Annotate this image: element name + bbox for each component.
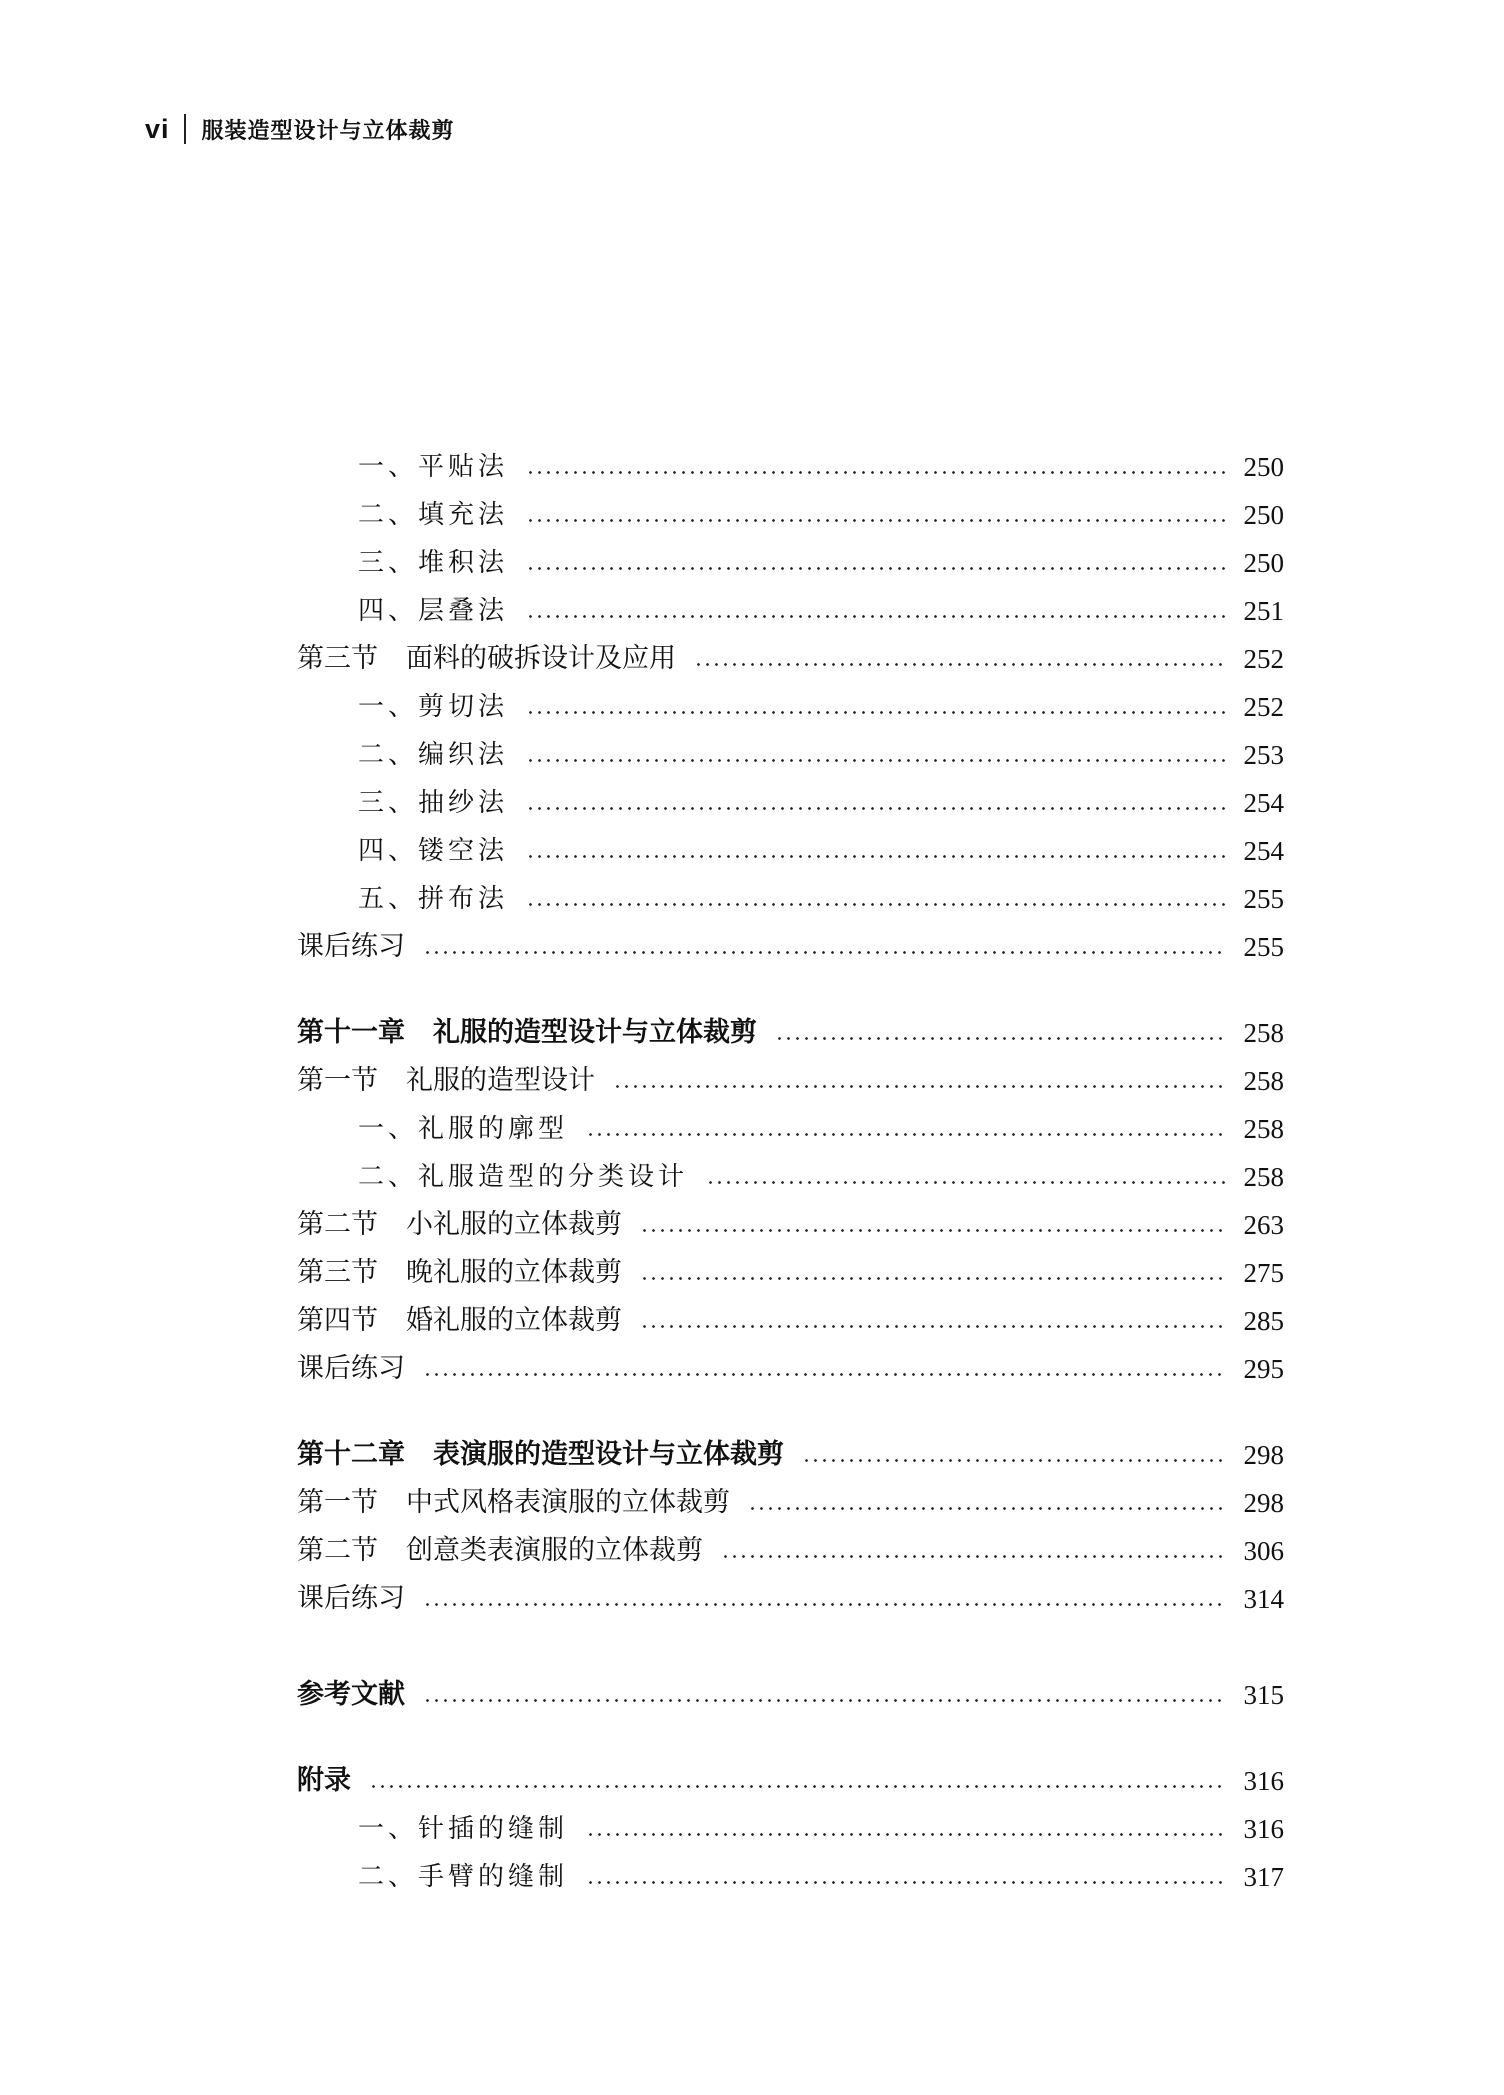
toc-entry-page: 317 [1243, 1862, 1284, 1892]
leader-dots [423, 1699, 1226, 1702]
toc-entry-page: 258 [1243, 1162, 1284, 1192]
toc-entry-page: 254 [1243, 836, 1284, 866]
leader-dots [423, 1373, 1226, 1376]
toc-entry-title: 二、填充法 [358, 500, 509, 530]
leader-dots [586, 1133, 1226, 1136]
leader-dots [748, 1507, 1226, 1510]
toc-entry-title: 附录 [297, 1765, 351, 1796]
toc-entry-title [297, 640, 694, 678]
toc-entry-section[interactable] [297, 1484, 1284, 1522]
leader-dots [526, 711, 1226, 714]
toc-entry-title [297, 1302, 640, 1340]
toc-entry[interactable] [358, 544, 1284, 582]
toc-entry-title: 课后练习 [297, 931, 405, 962]
section-title: 面料的破拆设计及应用 [406, 643, 676, 674]
leader-dots [526, 759, 1226, 762]
toc-entry-exercises[interactable] [297, 1580, 1284, 1618]
section-number: 第三节 [297, 1257, 378, 1288]
toc-entry-page: 253 [1243, 740, 1284, 770]
toc-entry-page: 250 [1243, 548, 1284, 578]
toc-entry[interactable] [358, 1110, 1284, 1148]
toc-entry-page: 285 [1243, 1306, 1284, 1336]
leader-dots [640, 1277, 1226, 1280]
toc-entry-page: 316 [1243, 1814, 1284, 1844]
toc-entry-title: 一、针插的缝制 [358, 1814, 569, 1844]
chapter-title: 表演服的造型设计与立体裁剪 [433, 1439, 784, 1470]
toc-entry[interactable] [358, 1158, 1284, 1196]
leader-dots [802, 1459, 1226, 1462]
section-number: 第一节 [297, 1487, 378, 1518]
leader-dots [526, 519, 1226, 522]
leader-dots [586, 1881, 1226, 1884]
toc-entry-page: 250 [1243, 452, 1284, 482]
section-title: 晚礼服的立体裁剪 [406, 1257, 622, 1288]
toc-entry-page: 316 [1243, 1766, 1284, 1796]
leader-dots [526, 855, 1226, 858]
toc-entry-title: 四、镂空法 [358, 836, 509, 866]
toc-entry-title: 课后练习 [297, 1583, 405, 1614]
toc-entry-title [297, 1532, 721, 1570]
toc-entry[interactable] [358, 1810, 1284, 1848]
toc-entry-page: 252 [1243, 644, 1284, 674]
toc-entry-section[interactable] [297, 1532, 1284, 1570]
book-title: 服装造型设计与立体裁剪 [201, 118, 455, 144]
section-number: 第二节 [297, 1535, 378, 1566]
toc-entry-title: 五、拼布法 [358, 884, 509, 914]
toc-entry-title [297, 1014, 775, 1052]
toc-entry-title: 四、层叠法 [358, 596, 509, 626]
page-number: vi [145, 113, 170, 144]
section-number: 第三节 [297, 643, 378, 674]
leader-dots [613, 1085, 1226, 1088]
toc-entry-title [297, 1206, 640, 1244]
toc-entry-title [297, 1062, 613, 1100]
toc-entry-page: 250 [1243, 500, 1284, 530]
toc-entry-page: 263 [1243, 1210, 1284, 1240]
leader-dots [640, 1229, 1226, 1232]
leader-dots [369, 1785, 1226, 1788]
toc-entry-page: 258 [1243, 1018, 1284, 1048]
section-title: 中式风格表演服的立体裁剪 [406, 1487, 730, 1518]
toc-entry[interactable] [358, 880, 1284, 918]
toc-entry-page: 306 [1243, 1536, 1284, 1566]
toc-entry-page: 254 [1243, 788, 1284, 818]
leader-dots [526, 903, 1226, 906]
toc-entry-page: 298 [1243, 1440, 1284, 1470]
toc-entry-exercises[interactable] [297, 1350, 1284, 1388]
leader-dots [526, 567, 1226, 570]
toc-entry[interactable] [358, 448, 1284, 486]
toc-entry[interactable] [358, 832, 1284, 870]
toc-entry-section[interactable] [297, 1302, 1284, 1340]
toc-entry[interactable] [358, 496, 1284, 534]
leader-dots [423, 1603, 1226, 1606]
toc-entry-title: 一、礼服的廓型 [358, 1114, 569, 1144]
leader-dots [586, 1833, 1226, 1836]
leader-dots [640, 1325, 1226, 1328]
leader-dots [775, 1037, 1226, 1040]
leader-dots [706, 1181, 1226, 1184]
section-title: 创意类表演服的立体裁剪 [406, 1535, 703, 1566]
toc-entry-page: 298 [1243, 1488, 1284, 1518]
leader-dots [721, 1555, 1226, 1558]
leader-dots [694, 663, 1226, 666]
toc-entry-title: 二、手臂的缝制 [358, 1862, 569, 1892]
toc-entry-title: 课后练习 [297, 1353, 405, 1384]
toc-entry-section[interactable] [297, 640, 1284, 678]
toc-entry-page: 315 [1243, 1680, 1284, 1710]
toc-entry-title [297, 1254, 640, 1292]
toc-entry-page: 255 [1243, 884, 1284, 914]
toc-entry-title: 三、抽纱法 [358, 788, 509, 818]
chapter-number: 第十一章 [297, 1017, 405, 1048]
toc-entry-title [297, 1436, 802, 1474]
toc-entry-chapter[interactable] [297, 1014, 1284, 1052]
chapter-number: 第十二章 [297, 1439, 405, 1470]
leader-dots [526, 807, 1226, 810]
toc-entry-section[interactable] [297, 1254, 1284, 1292]
toc-entry-title: 一、剪切法 [358, 692, 509, 722]
toc-entry-page: 295 [1243, 1354, 1284, 1384]
leader-dots [526, 471, 1226, 474]
toc-entry-title: 一、平贴法 [358, 452, 509, 482]
toc-entry-section[interactable] [297, 1206, 1284, 1244]
toc-entry[interactable] [358, 592, 1284, 630]
section-title: 礼服的造型设计 [406, 1065, 595, 1096]
toc-entry-page: 252 [1243, 692, 1284, 722]
section-number: 第一节 [297, 1065, 378, 1096]
toc-entry-page: 258 [1243, 1066, 1284, 1096]
toc-entry-exercises[interactable] [297, 928, 1284, 966]
toc-entry[interactable] [358, 736, 1284, 774]
toc-entry-section[interactable] [297, 1062, 1284, 1100]
toc-entry-page: 275 [1243, 1258, 1284, 1288]
toc-entry-title: 二、礼服造型的分类设计 [358, 1162, 689, 1192]
toc-entry-title [297, 1484, 748, 1522]
section-number: 第二节 [297, 1209, 378, 1240]
toc-entry-page: 314 [1243, 1584, 1284, 1614]
section-title: 小礼服的立体裁剪 [406, 1209, 622, 1240]
chapter-title: 礼服的造型设计与立体裁剪 [433, 1017, 757, 1048]
toc-entry[interactable] [358, 1858, 1284, 1896]
toc-entry-title: 参考文献 [297, 1679, 405, 1710]
toc-entry-page: 258 [1243, 1114, 1284, 1144]
section-number: 第四节 [297, 1305, 378, 1336]
toc-entry-appendix[interactable] [297, 1762, 1284, 1800]
toc-entry-title: 三、堆积法 [358, 548, 509, 578]
toc-entry-references[interactable] [297, 1676, 1284, 1714]
section-title: 婚礼服的立体裁剪 [406, 1305, 622, 1336]
toc-entry[interactable] [358, 688, 1284, 726]
toc-entry-page: 251 [1243, 596, 1284, 626]
toc-entry-title: 二、编织法 [358, 740, 509, 770]
toc-entry[interactable] [358, 784, 1284, 822]
leader-dots [526, 615, 1226, 618]
toc-entry-page: 255 [1243, 932, 1284, 962]
leader-dots [423, 951, 1226, 954]
toc-entry-chapter[interactable] [297, 1436, 1284, 1474]
